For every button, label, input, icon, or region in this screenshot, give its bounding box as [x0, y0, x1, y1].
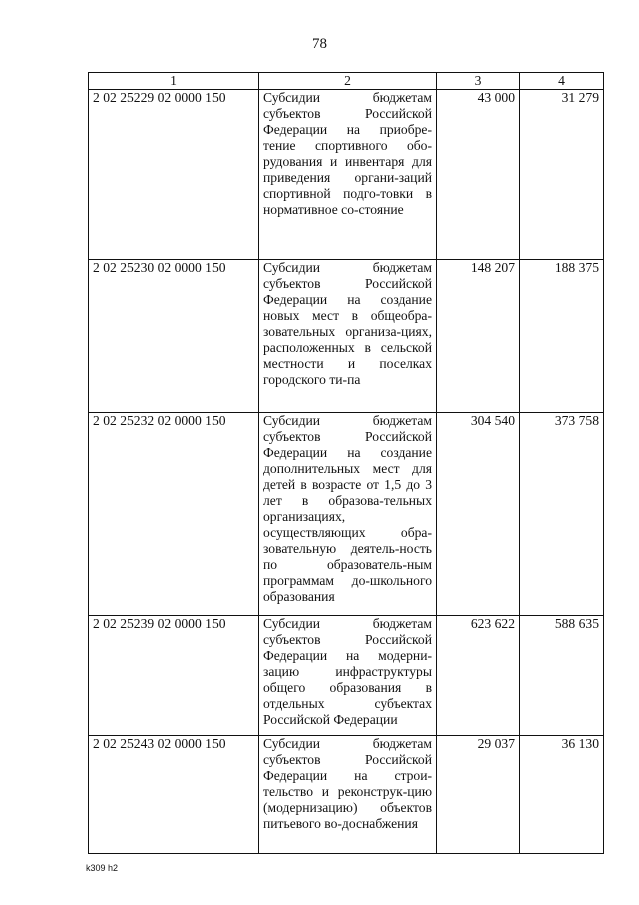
- column-4-value: 31 279: [520, 90, 604, 260]
- document-footer-code: k309 h2: [86, 863, 119, 873]
- column-header-4: 4: [520, 73, 604, 90]
- table-row: [89, 260, 604, 413]
- budget-table: [88, 72, 604, 854]
- budget-code: 2 02 25230 02 0000 150: [89, 260, 259, 413]
- table-row: [89, 616, 604, 736]
- budget-code: 2 02 25229 02 0000 150: [89, 90, 259, 260]
- budget-code: 2 02 25239 02 0000 150: [89, 616, 259, 736]
- row-description: Субсидии бюджетам субъектов Российской Федерации на строи-тельство и реконструк-цию (модернизацию) объектов питьевого во-доснабжения: [259, 736, 437, 854]
- table-header-row: [89, 73, 604, 90]
- column-header-2: 2: [259, 73, 437, 90]
- table-row: [89, 413, 604, 616]
- row-description: Субсидии бюджетам субъектов Российской Федерации на модерни-зацию инфраструктуры общего образования в отдельных субъектах Российской Федерации: [259, 616, 437, 736]
- page-number: 78: [312, 36, 327, 52]
- column-4-value: 188 375: [520, 260, 604, 413]
- column-header-3: 3: [437, 73, 520, 90]
- column-4-value: 588 635: [520, 616, 604, 736]
- column-3-value: 304 540: [437, 413, 520, 616]
- row-description: Субсидии бюджетам субъектов Российской Федерации на приобре-тение спортивного обо-рудования и инвентаря для приведения органи-заций спортивной подго-товки в нормативное со-стояние: [259, 90, 437, 260]
- budget-code: 2 02 25232 02 0000 150: [89, 413, 259, 616]
- column-header-1: 1: [89, 73, 259, 90]
- column-4-value: 36 130: [520, 736, 604, 854]
- table-row: [89, 736, 604, 854]
- column-3-value: 29 037: [437, 736, 520, 854]
- table-row: [89, 90, 604, 260]
- row-description: Субсидии бюджетам субъектов Российской Федерации на создание новых мест в общеобра-зовательных организа-циях, расположенных в сельской местности и поселках городского ти-па: [259, 260, 437, 413]
- column-3-value: 148 207: [437, 260, 520, 413]
- column-4-value: 373 758: [520, 413, 604, 616]
- budget-code: 2 02 25243 02 0000 150: [89, 736, 259, 854]
- row-description: Субсидии бюджетам субъектов Российской Федерации на создание дополнительных мест для детей в возрасте от 1,5 до 3 лет в образова-тельных организациях, осуществляющих обра-зовательную деятель-ность по образователь-ным программам до-школьного образования: [259, 413, 437, 616]
- column-3-value: 623 622: [437, 616, 520, 736]
- column-3-value: 43 000: [437, 90, 520, 260]
